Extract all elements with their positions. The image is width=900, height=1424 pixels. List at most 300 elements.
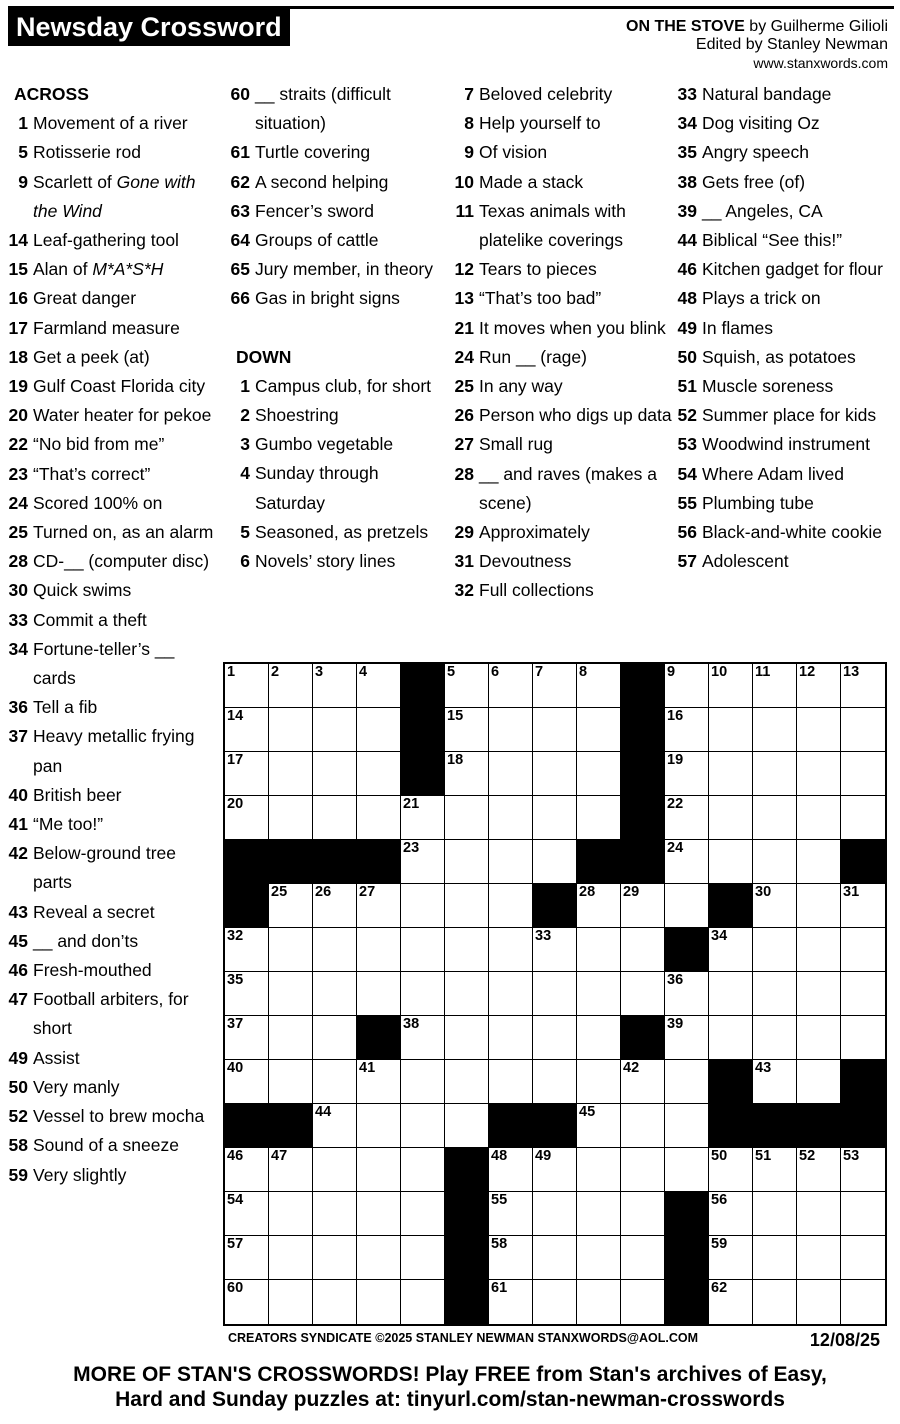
clue-number: 49: [8, 1047, 28, 1068]
grid-cell[interactable]: [269, 1280, 313, 1324]
clue-text: Sound of a sneeze: [33, 1135, 179, 1156]
grid-cell[interactable]: [225, 928, 269, 972]
section-heading: DOWN: [236, 346, 292, 367]
grid-cell[interactable]: [665, 1060, 709, 1104]
grid-cell[interactable]: [665, 884, 709, 928]
grid-cell[interactable]: [577, 1016, 621, 1060]
clue-text: Alan of M*A*S*H: [33, 259, 164, 280]
clue-number: 23: [8, 463, 28, 484]
grid-cell[interactable]: [709, 840, 753, 884]
grid-cell[interactable]: [445, 928, 489, 972]
grid-cell[interactable]: [665, 664, 709, 708]
cell-number: 62: [711, 1280, 728, 1296]
grid-cell[interactable]: [797, 1280, 841, 1324]
grid-cell[interactable]: [621, 972, 665, 1016]
clue-text: Fencer’s sword: [255, 200, 374, 221]
grid-cell[interactable]: [313, 1060, 357, 1104]
grid-cell[interactable]: [269, 884, 313, 928]
grid-cell[interactable]: [709, 752, 753, 796]
grid-cell[interactable]: [225, 1192, 269, 1236]
grid-cell[interactable]: [445, 1016, 489, 1060]
grid-cell[interactable]: [225, 708, 269, 752]
clue-item: [452, 168, 674, 197]
clue-number: 37: [8, 726, 28, 747]
grid-cell[interactable]: [577, 1280, 621, 1324]
grid-block: [665, 1192, 709, 1236]
clue-text: __ straits (difficult situation): [255, 84, 391, 134]
grid-cell[interactable]: [621, 1280, 665, 1324]
grid-cell[interactable]: [797, 884, 841, 928]
grid-block: [797, 1104, 841, 1148]
grid-cell[interactable]: [357, 1280, 401, 1324]
grid-cell[interactable]: [489, 840, 533, 884]
grid-cell[interactable]: [753, 1148, 797, 1192]
clue-number: 30: [8, 580, 28, 601]
grid-cell[interactable]: [489, 1236, 533, 1280]
grid-cell[interactable]: [225, 752, 269, 796]
grid-cell[interactable]: [753, 664, 797, 708]
grid-cell[interactable]: [489, 1192, 533, 1236]
grid-cell[interactable]: [313, 928, 357, 972]
clue-item: [6, 956, 216, 985]
grid-cell[interactable]: [269, 1060, 313, 1104]
grid-cell[interactable]: [489, 796, 533, 840]
grid-cell[interactable]: [753, 708, 797, 752]
grid-cell[interactable]: [665, 1104, 709, 1148]
grid-cell[interactable]: [225, 796, 269, 840]
clue-number: 38: [677, 171, 697, 192]
cell-number: 2: [271, 664, 280, 680]
grid-cell[interactable]: [533, 1016, 577, 1060]
grid-cell[interactable]: [269, 664, 313, 708]
cell-number: 20: [227, 796, 244, 812]
grid-cell[interactable]: [797, 840, 841, 884]
grid-cell[interactable]: [577, 1236, 621, 1280]
grid-cell[interactable]: [533, 752, 577, 796]
clue-number: 56: [677, 522, 697, 543]
cell-number: 16: [667, 708, 684, 724]
cell-number: 7: [535, 664, 544, 680]
grid-cell[interactable]: [665, 796, 709, 840]
grid-cell[interactable]: [621, 1060, 665, 1104]
grid-cell[interactable]: [313, 1148, 357, 1192]
clue-text: Novels’ story lines: [255, 551, 396, 572]
grid-cell[interactable]: [797, 664, 841, 708]
grid-block: [357, 840, 401, 884]
grid-cell[interactable]: [665, 1148, 709, 1192]
clue-item: [452, 255, 674, 284]
grid-cell[interactable]: [401, 1192, 445, 1236]
clue-text: Vessel to brew mocha: [33, 1106, 205, 1127]
grid-cell[interactable]: [445, 1104, 489, 1148]
grid-cell[interactable]: [621, 1104, 665, 1148]
clue-number: 32: [454, 580, 474, 601]
grid-cell[interactable]: [225, 1060, 269, 1104]
grid-cell[interactable]: [753, 752, 797, 796]
grid-cell[interactable]: [709, 928, 753, 972]
grid-block: [665, 1280, 709, 1324]
grid-cell[interactable]: [269, 928, 313, 972]
grid-cell[interactable]: [709, 796, 753, 840]
clue-text: Football arbiters, for short: [33, 989, 189, 1039]
cell-number: 32: [227, 928, 244, 944]
grid-cell[interactable]: [269, 752, 313, 796]
clue-text: Get a peek (at): [33, 346, 150, 367]
grid-cell[interactable]: [533, 1236, 577, 1280]
grid-cell[interactable]: [533, 1280, 577, 1324]
grid-cell[interactable]: [841, 1192, 885, 1236]
grid-cell[interactable]: [269, 796, 313, 840]
grid-cell[interactable]: [797, 972, 841, 1016]
grid-block: [665, 928, 709, 972]
grid-cell[interactable]: [313, 708, 357, 752]
clue-item: [452, 80, 674, 109]
clue-text: Of vision: [479, 142, 548, 163]
clue-item: [6, 284, 216, 313]
grid-cell[interactable]: [489, 1060, 533, 1104]
grid-cell[interactable]: [313, 1280, 357, 1324]
clue-number: 50: [8, 1076, 28, 1097]
grid-block: [709, 1104, 753, 1148]
grid-cell[interactable]: [313, 796, 357, 840]
grid-cell[interactable]: [357, 708, 401, 752]
grid-cell[interactable]: [709, 1192, 753, 1236]
clue-column-1: [6, 80, 216, 1190]
cell-number: 15: [447, 708, 464, 724]
grid-cell[interactable]: [489, 928, 533, 972]
clue-text: Heavy metallic frying pan: [33, 726, 195, 776]
grid-cell[interactable]: [753, 840, 797, 884]
cell-number: 42: [623, 1060, 640, 1076]
clue-item: [452, 197, 674, 255]
grid-cell[interactable]: [401, 1236, 445, 1280]
clue-item: [228, 168, 450, 197]
grid-cell[interactable]: [665, 840, 709, 884]
grid-cell[interactable]: [225, 1280, 269, 1324]
grid-cell[interactable]: [533, 928, 577, 972]
grid-cell[interactable]: [225, 1148, 269, 1192]
clue-number: 17: [8, 317, 28, 338]
clue-number: 57: [677, 551, 697, 572]
cell-number: 18: [447, 752, 464, 768]
clue-item: [6, 430, 216, 459]
grid-block: [621, 1016, 665, 1060]
grid-cell[interactable]: [533, 840, 577, 884]
grid-block: [445, 1280, 489, 1324]
grid-cell[interactable]: [797, 752, 841, 796]
grid-cell[interactable]: [313, 972, 357, 1016]
cell-number: 44: [315, 1104, 332, 1120]
clue-item: [675, 343, 897, 372]
cell-number: 37: [227, 1016, 244, 1032]
grid-cell[interactable]: [401, 1104, 445, 1148]
cell-number: 58: [491, 1236, 508, 1252]
grid-cell[interactable]: [313, 1016, 357, 1060]
grid-cell[interactable]: [357, 752, 401, 796]
grid-cell[interactable]: [753, 884, 797, 928]
grid-cell[interactable]: [357, 1060, 401, 1104]
grid-cell[interactable]: [269, 708, 313, 752]
grid-cell[interactable]: [357, 1104, 401, 1148]
grid-cell[interactable]: [665, 752, 709, 796]
grid-cell[interactable]: [753, 928, 797, 972]
section-heading: ACROSS: [14, 84, 89, 104]
grid-cell[interactable]: [709, 1148, 753, 1192]
clue-number: 25: [454, 376, 474, 397]
cell-number: 28: [579, 884, 596, 900]
grid-cell[interactable]: [753, 1236, 797, 1280]
grid-cell[interactable]: [445, 884, 489, 928]
grid-cell[interactable]: [577, 972, 621, 1016]
grid-cell[interactable]: [797, 1148, 841, 1192]
puzzle-date: 12/08/25: [809, 1330, 880, 1350]
grid-cell[interactable]: [577, 1148, 621, 1192]
grid-cell[interactable]: [665, 1016, 709, 1060]
grid-cell[interactable]: [797, 1192, 841, 1236]
grid-cell[interactable]: [709, 664, 753, 708]
grid-cell[interactable]: [489, 1016, 533, 1060]
clue-item: [6, 635, 216, 693]
clue-item: [228, 138, 450, 167]
grid-cell[interactable]: [709, 708, 753, 752]
grid-cell[interactable]: [841, 708, 885, 752]
grid-cell[interactable]: [357, 1236, 401, 1280]
cell-number: 19: [667, 752, 684, 768]
grid-cell[interactable]: [225, 1016, 269, 1060]
grid-cell[interactable]: [445, 972, 489, 1016]
grid-cell[interactable]: [621, 1192, 665, 1236]
grid-cell[interactable]: [665, 972, 709, 1016]
grid-cell[interactable]: [709, 1280, 753, 1324]
grid-cell[interactable]: [753, 1016, 797, 1060]
grid-cell[interactable]: [313, 884, 357, 928]
grid-cell[interactable]: [797, 1060, 841, 1104]
grid-cell[interactable]: [621, 1148, 665, 1192]
grid-cell[interactable]: [401, 1280, 445, 1324]
grid-cell[interactable]: [489, 752, 533, 796]
clue-item: [675, 109, 897, 138]
clue-text: Sunday through Saturday: [255, 463, 379, 513]
grid-cell[interactable]: [357, 972, 401, 1016]
clue-number: 3: [240, 434, 250, 455]
clue-item: [675, 460, 897, 489]
grid-cell[interactable]: [841, 796, 885, 840]
grid-cell[interactable]: [533, 1192, 577, 1236]
clue-item: [6, 576, 216, 605]
grid-cell[interactable]: [269, 1192, 313, 1236]
grid-block: [841, 1060, 885, 1104]
grid-cell[interactable]: [841, 1236, 885, 1280]
clue-number: 18: [8, 346, 28, 367]
grid-cell[interactable]: [797, 796, 841, 840]
clue-number: 10: [454, 171, 474, 192]
grid-cell[interactable]: [357, 1192, 401, 1236]
grid-cell[interactable]: [313, 664, 357, 708]
clue-number: 28: [454, 463, 474, 484]
clue-number: 27: [454, 434, 474, 455]
grid-cell[interactable]: [313, 1236, 357, 1280]
grid-cell[interactable]: [269, 1148, 313, 1192]
clue-number: 62: [230, 171, 250, 192]
grid-cell[interactable]: [577, 928, 621, 972]
grid-cell[interactable]: [269, 1236, 313, 1280]
grid-cell[interactable]: [489, 664, 533, 708]
clue-number: 14: [8, 230, 28, 250]
grid-cell[interactable]: [797, 928, 841, 972]
clue-text: Natural bandage: [702, 84, 832, 104]
grid-cell[interactable]: [269, 972, 313, 1016]
clue-item: [6, 226, 216, 255]
clue-text: Turtle covering: [255, 142, 371, 163]
clue-text: A second helping: [255, 171, 389, 192]
grid-cell[interactable]: [401, 1060, 445, 1104]
grid-cell[interactable]: [709, 972, 753, 1016]
clue-number: 24: [8, 492, 28, 513]
cell-number: 45: [579, 1104, 596, 1120]
grid-cell[interactable]: [357, 884, 401, 928]
grid-cell[interactable]: [577, 1104, 621, 1148]
clue-number: 33: [677, 84, 697, 104]
grid-cell[interactable]: [401, 884, 445, 928]
grid-cell[interactable]: [357, 664, 401, 708]
grid-cell[interactable]: [577, 664, 621, 708]
clue-item: [452, 372, 674, 401]
grid-cell[interactable]: [357, 1148, 401, 1192]
grid-block: [577, 840, 621, 884]
clue-number: 48: [677, 288, 697, 309]
grid-cell[interactable]: [401, 928, 445, 972]
grid-cell[interactable]: [269, 1016, 313, 1060]
grid-cell[interactable]: [445, 708, 489, 752]
grid-cell[interactable]: [665, 708, 709, 752]
grid-cell[interactable]: [225, 1236, 269, 1280]
grid-cell[interactable]: [533, 1060, 577, 1104]
grid-cell[interactable]: [225, 664, 269, 708]
grid-cell[interactable]: [841, 1148, 885, 1192]
clue-number: 52: [8, 1106, 28, 1127]
cell-number: 9: [667, 664, 676, 680]
grid-cell[interactable]: [445, 840, 489, 884]
clue-item: [452, 401, 674, 430]
cell-number: 33: [535, 928, 552, 944]
grid-cell[interactable]: [225, 972, 269, 1016]
clue-text: Jury member, in theory: [255, 259, 433, 280]
grid-cell[interactable]: [621, 884, 665, 928]
clue-text: Angry speech: [702, 142, 810, 163]
grid-cell[interactable]: [841, 884, 885, 928]
clue-number: 28: [8, 551, 28, 572]
grid-cell[interactable]: [445, 796, 489, 840]
grid-cell[interactable]: [357, 796, 401, 840]
grid-cell[interactable]: [533, 972, 577, 1016]
grid-cell[interactable]: [841, 972, 885, 1016]
cell-number: 36: [667, 972, 684, 988]
cell-number: 55: [491, 1192, 508, 1208]
grid-cell[interactable]: [445, 664, 489, 708]
grid-cell[interactable]: [489, 972, 533, 1016]
clue-number: 55: [677, 492, 697, 513]
clue-text: Leaf-gathering tool: [33, 230, 179, 250]
clue-text: Seasoned, as pretzels: [255, 521, 429, 542]
clue-text: Biblical “See this!”: [702, 230, 843, 251]
grid-cell[interactable]: [797, 708, 841, 752]
grid-cell[interactable]: [621, 1236, 665, 1280]
grid-cell[interactable]: [841, 752, 885, 796]
grid-cell[interactable]: [797, 1016, 841, 1060]
clue-item: [6, 1161, 216, 1190]
grid-cell[interactable]: [797, 1236, 841, 1280]
grid-cell[interactable]: [445, 752, 489, 796]
grid-cell[interactable]: [445, 1060, 489, 1104]
grid-cell[interactable]: [489, 708, 533, 752]
grid-cell[interactable]: [489, 1148, 533, 1192]
grid-cell[interactable]: [489, 884, 533, 928]
grid-cell[interactable]: [577, 752, 621, 796]
clue-item: [6, 255, 216, 284]
grid-cell[interactable]: [709, 1016, 753, 1060]
grid-cell[interactable]: [401, 972, 445, 1016]
grid-cell[interactable]: [401, 840, 445, 884]
grid-cell[interactable]: [577, 1192, 621, 1236]
grid-cell[interactable]: [841, 1016, 885, 1060]
clue-text: Campus club, for short: [255, 375, 432, 396]
grid-cell[interactable]: [577, 884, 621, 928]
clue-number: 54: [677, 463, 697, 484]
grid-cell[interactable]: [313, 1192, 357, 1236]
grid-cell[interactable]: [533, 708, 577, 752]
grid-cell[interactable]: [841, 1280, 885, 1324]
grid-cell[interactable]: [841, 664, 885, 708]
grid-cell[interactable]: [621, 928, 665, 972]
grid-cell[interactable]: [489, 1280, 533, 1324]
clue-number: 22: [8, 434, 28, 455]
clue-number: 44: [677, 230, 697, 251]
grid-cell[interactable]: [753, 1060, 797, 1104]
cell-number: 25: [271, 884, 288, 900]
grid-cell[interactable]: [533, 1148, 577, 1192]
grid-cell[interactable]: [709, 1236, 753, 1280]
clue-item: [675, 255, 897, 284]
grid-block: [401, 752, 445, 796]
grid-cell[interactable]: [753, 796, 797, 840]
grid-cell[interactable]: [533, 796, 577, 840]
clue-number: 9: [18, 171, 28, 192]
grid-cell[interactable]: [533, 664, 577, 708]
clue-item: [6, 1131, 216, 1160]
grid-cell[interactable]: [577, 1060, 621, 1104]
grid-cell[interactable]: [753, 1192, 797, 1236]
grid-cell[interactable]: [753, 1280, 797, 1324]
clue-item: [6, 985, 216, 1043]
clue-text: Very manly: [33, 1076, 120, 1097]
grid-cell[interactable]: [357, 928, 401, 972]
clue-text: “Me too!”: [33, 814, 104, 835]
clue-item: [675, 547, 897, 576]
grid-cell[interactable]: [401, 1016, 445, 1060]
grid-cell[interactable]: [577, 796, 621, 840]
grid-cell[interactable]: [401, 1148, 445, 1192]
grid-cell[interactable]: [577, 708, 621, 752]
grid-cell[interactable]: [401, 796, 445, 840]
clue-item: [6, 810, 216, 839]
clue-item: [452, 518, 674, 547]
grid-block: [401, 664, 445, 708]
grid-cell[interactable]: [313, 1104, 357, 1148]
grid-cell[interactable]: [753, 972, 797, 1016]
grid-cell[interactable]: [313, 752, 357, 796]
grid-cell[interactable]: [841, 928, 885, 972]
clue-text: Small rug: [479, 434, 553, 455]
